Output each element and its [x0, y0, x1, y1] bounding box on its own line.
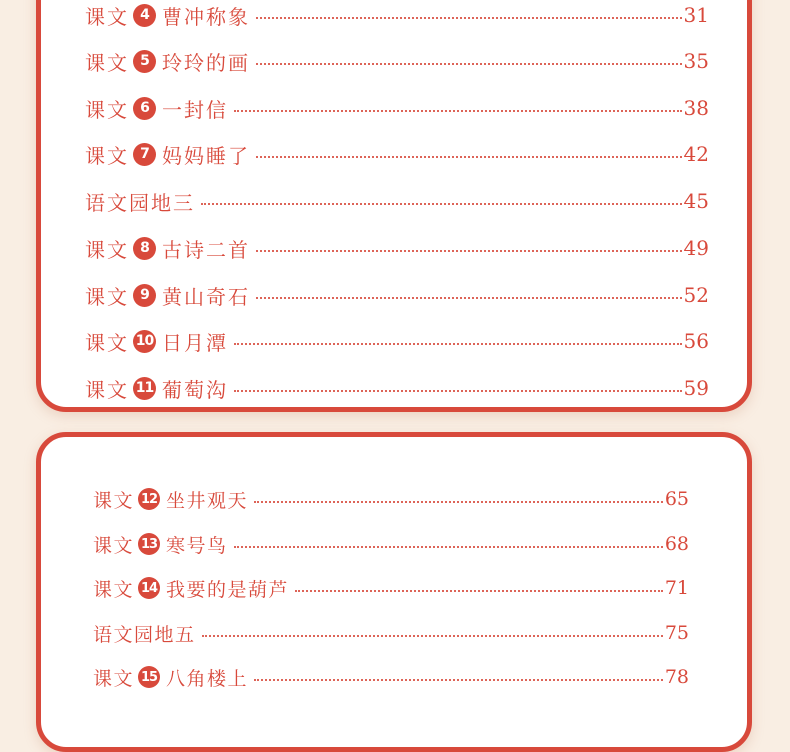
page-number: 52: [683, 283, 709, 307]
entry-prefix: 课文: [85, 284, 129, 309]
entry-prefix: 课文: [85, 50, 129, 75]
entry-title: 日月潭: [162, 330, 228, 355]
lesson-number-badge: 14: [138, 577, 160, 599]
lesson-number-badge: 10: [133, 330, 156, 353]
lesson-number-badge: 11: [133, 377, 156, 400]
page-number: 56: [683, 329, 709, 353]
page-number: 42: [683, 142, 709, 166]
page-number: 68: [664, 533, 689, 555]
page-number: 65: [664, 488, 689, 510]
entry-prefix: 课文: [93, 667, 135, 690]
dot-leader: [254, 501, 663, 503]
page-number: 78: [664, 666, 689, 688]
page-number: 75: [664, 622, 689, 644]
dot-leader: [254, 679, 663, 681]
entry-prefix: 课文: [85, 330, 129, 355]
toc-entry[interactable]: [93, 569, 689, 607]
toc-entry[interactable]: [85, 134, 709, 174]
toc-entry[interactable]: [85, 275, 709, 315]
dot-leader: [295, 590, 663, 592]
dot-leader: [234, 343, 682, 345]
dot-leader: [256, 63, 682, 65]
entry-title: 黄山奇石: [162, 284, 250, 309]
page-number: 31: [683, 3, 709, 27]
entry-prefix: 课文: [93, 534, 135, 557]
entry-title: 语文园地三: [85, 190, 195, 215]
dot-leader: [201, 203, 682, 205]
entry-title: 古诗二首: [162, 237, 250, 262]
dot-leader: [234, 546, 663, 548]
entry-title: 坐井观天: [166, 489, 249, 512]
dot-leader: [256, 17, 682, 19]
entry-title: 妈妈睡了: [162, 143, 250, 168]
entry-prefix: 课文: [85, 4, 129, 29]
lesson-number-badge: 4: [133, 4, 156, 27]
toc-entry[interactable]: [93, 614, 689, 652]
lesson-number-badge: 13: [138, 533, 160, 555]
lesson-number-badge: 12: [138, 488, 160, 510]
dot-leader: [256, 156, 682, 158]
toc-entry[interactable]: [93, 658, 689, 696]
page-number: 38: [683, 96, 709, 120]
page-number: 71: [664, 577, 689, 599]
lesson-number-badge: 7: [133, 143, 156, 166]
entry-prefix: 课文: [85, 237, 129, 262]
entry-prefix: 课文: [85, 143, 129, 168]
toc-card-lower: [36, 432, 752, 752]
lesson-number-badge: 8: [133, 237, 156, 260]
page-number: 45: [683, 189, 709, 213]
toc-entry[interactable]: [85, 181, 709, 221]
entry-prefix: 课文: [93, 578, 135, 601]
entry-title: 寒号鸟: [166, 534, 228, 557]
entry-prefix: 课文: [85, 97, 129, 122]
dot-leader: [256, 297, 682, 299]
entry-title: 八角楼上: [166, 667, 249, 690]
toc-card-upper: [36, 0, 752, 412]
lesson-number-badge: 15: [138, 666, 160, 688]
entry-title: 我要的是葫芦: [166, 578, 290, 601]
toc-entry[interactable]: [93, 525, 689, 563]
entry-title: 一封信: [162, 97, 228, 122]
entry-prefix: 课文: [93, 489, 135, 512]
dot-leader: [256, 250, 682, 252]
lesson-number-badge: 5: [133, 50, 156, 73]
lesson-number-badge: 9: [133, 284, 156, 307]
entry-title: 语文园地五: [93, 623, 196, 646]
toc-entry[interactable]: [85, 41, 709, 81]
toc-entry[interactable]: [85, 228, 709, 268]
toc-entry[interactable]: [85, 368, 709, 408]
toc-entry[interactable]: [85, 0, 709, 35]
toc-entry[interactable]: [85, 88, 709, 128]
page-number: 35: [683, 49, 709, 73]
entry-title: 葡萄沟: [162, 377, 228, 402]
page-number: 49: [683, 236, 709, 260]
dot-leader: [234, 390, 682, 392]
entry-title: 曹冲称象: [162, 4, 250, 29]
entry-prefix: 课文: [85, 377, 129, 402]
dot-leader: [234, 110, 682, 112]
dot-leader: [202, 635, 663, 637]
toc-entry[interactable]: [93, 480, 689, 518]
lesson-number-badge: 6: [133, 97, 156, 120]
page-number: 59: [683, 376, 709, 400]
entry-title: 玲玲的画: [162, 50, 250, 75]
toc-entry[interactable]: [85, 321, 709, 361]
